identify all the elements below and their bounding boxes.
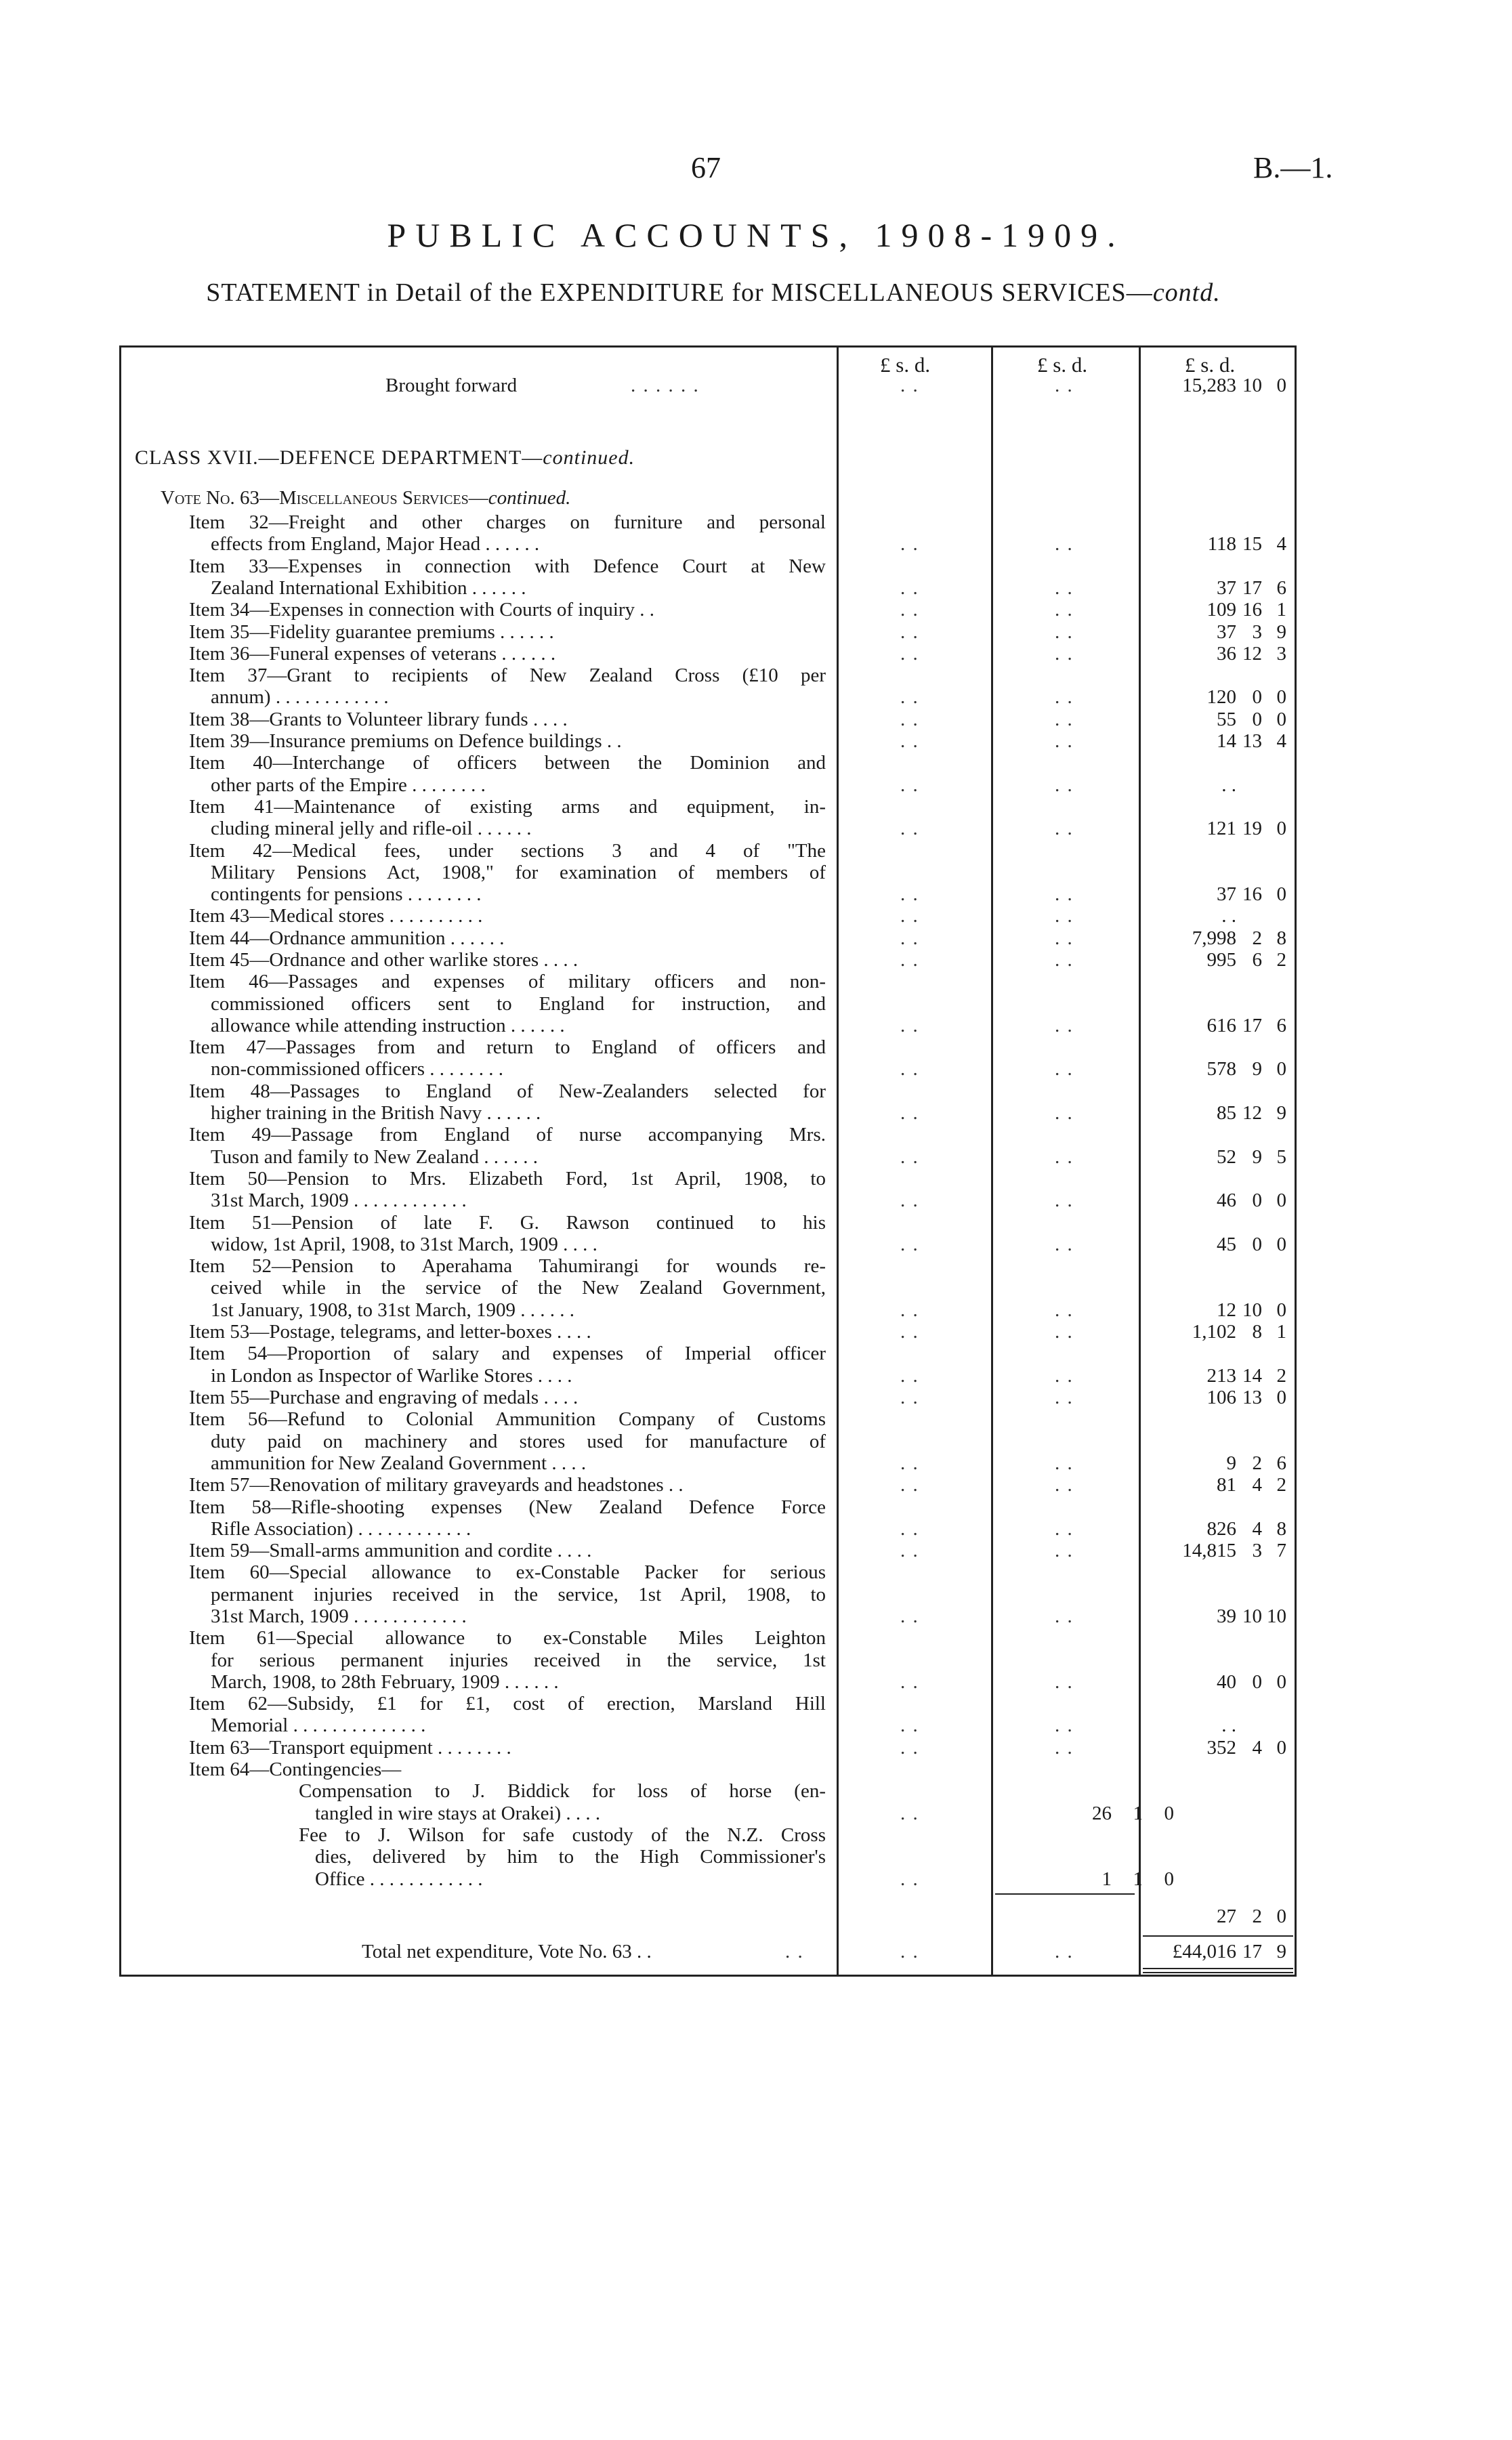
pence-cell: 7 xyxy=(1276,1540,1286,1562)
column-dots: . . xyxy=(900,1540,919,1562)
pounds-cell: 1 xyxy=(1101,1868,1112,1890)
pence-cell: 0 xyxy=(1276,375,1286,396)
pence-cell: 0 xyxy=(1276,1190,1286,1212)
item-text-line: Zealand International Exhibition . . . . . . xyxy=(211,576,526,599)
item-row xyxy=(121,1124,1295,1168)
pounds-cell: . . xyxy=(1221,905,1236,927)
item-text-line: Item 54—Proportion of salary and expenses of Imperial officer xyxy=(189,1343,826,1365)
item-text-line: Item 42—Medical fees, under sections 3 and 4 of "The xyxy=(189,839,826,862)
item-text-line: Item 45—Ordnance and other warlike stores . . . . xyxy=(189,949,579,971)
page-subtitle xyxy=(121,278,1306,308)
item-text-line: Item 44—Ordnance ammunition . . . . . . xyxy=(189,927,505,949)
pounds-cell: 109 xyxy=(1206,599,1236,621)
subtotal-rule xyxy=(995,1893,1135,1895)
shillings-cell: 16 xyxy=(1242,883,1262,906)
pounds-cell: 578 xyxy=(1206,1058,1236,1080)
column-dots: . . xyxy=(1055,774,1074,796)
pence-cell: 0 xyxy=(1276,1906,1286,1927)
shillings-cell: 13 xyxy=(1242,730,1262,752)
pence-cell: 0 xyxy=(1276,708,1286,730)
column-dots: . . xyxy=(900,375,919,396)
column-dots: . . xyxy=(900,774,919,796)
column-dots: . . xyxy=(1055,1670,1074,1693)
pounds-cell: 36 xyxy=(1217,642,1236,665)
item-row xyxy=(121,1036,1295,1080)
shillings-cell: 10 xyxy=(1242,375,1262,396)
column-header-1: £ s. d. xyxy=(880,353,931,377)
shillings-cell: 10 xyxy=(1242,1299,1262,1321)
column-dots: . . xyxy=(900,1941,919,1962)
item-row xyxy=(121,1759,1295,1780)
item-row xyxy=(121,1321,1295,1343)
class-heading-contd: continued. xyxy=(543,446,635,469)
item-row xyxy=(121,643,1295,665)
shillings-cell: 2 xyxy=(1252,1452,1262,1474)
column-dots: . . xyxy=(900,1058,919,1080)
pounds-cell: 27 xyxy=(1217,1906,1236,1927)
shillings-cell: 12 xyxy=(1242,642,1262,665)
item-text-line: non-commissioned officers . . . . . . . . xyxy=(211,1058,503,1080)
item-text-line: duty paid on machinery and stores used for manufacture of xyxy=(211,1430,826,1452)
pence-cell: 6 xyxy=(1276,1452,1286,1474)
shillings-cell: 9 xyxy=(1252,1058,1262,1080)
item-text-line: tangled in wire stays at Orakei) . . . . xyxy=(315,1802,601,1824)
shillings-cell: 4 xyxy=(1252,1474,1262,1496)
column-dots: . . xyxy=(1055,927,1074,949)
pence-cell: 6 xyxy=(1276,576,1286,599)
pence-cell: 0 xyxy=(1276,1736,1286,1759)
column-dots: . . xyxy=(900,883,919,906)
column-dots: . . xyxy=(900,1387,919,1408)
pounds-cell: 826 xyxy=(1206,1517,1236,1540)
item-text-line: Item 59—Small-arms ammunition and cordite . . . . xyxy=(189,1540,592,1562)
item-text-line: in London as Inspector of Warlike Stores . . . . xyxy=(211,1364,572,1387)
item-text-line: higher training in the British Navy . . . . . . xyxy=(211,1102,541,1124)
item-text-line: Item 52—Pension to Aperahama Tahumirangi for wounds re- xyxy=(189,1255,826,1278)
pounds-cell: 40 xyxy=(1217,1670,1236,1693)
item-row xyxy=(121,927,1295,949)
pounds-cell: 616 xyxy=(1206,1014,1236,1036)
column-dots: . . xyxy=(900,1190,919,1212)
item-text-line: Item 61—Special allowance to ex-Constable Miles Leighton xyxy=(189,1627,826,1649)
item-row xyxy=(121,1627,1295,1693)
shillings-cell: 0 xyxy=(1252,708,1262,730)
pounds-cell: 995 xyxy=(1206,949,1236,971)
item-text-line: allowance while attending instruction . . . . . . xyxy=(211,1014,565,1036)
item-text-line: Item 57—Renovation of military graveyards and headstones . . xyxy=(189,1474,684,1496)
shillings-cell: 0 xyxy=(1252,1190,1262,1212)
column-dots: . . xyxy=(1055,1387,1074,1408)
column-dots: . . xyxy=(1055,905,1074,927)
column-dots: . . xyxy=(1055,1540,1074,1562)
pounds-cell: 37 xyxy=(1217,883,1236,906)
item-text-line: 1st January, 1908, to 31st March, 1909 . . . . . . xyxy=(211,1299,574,1321)
pounds-cell: 12 xyxy=(1217,1299,1236,1321)
pence-cell: 0 xyxy=(1276,1058,1286,1080)
item-text-line: Item 63—Transport equipment . . . . . . . . xyxy=(189,1736,511,1759)
total-label: Total net expenditure, Vote No. 63 . . xyxy=(362,1941,652,1962)
pounds-cell: 85 xyxy=(1217,1102,1236,1124)
shillings-cell: 17 xyxy=(1242,1014,1262,1036)
pence-cell: 0 xyxy=(1276,1233,1286,1255)
pounds-cell: 352 xyxy=(1206,1736,1236,1759)
item-text-line: for serious permanent injuries received in the service, 1st xyxy=(211,1649,826,1671)
contingency-row xyxy=(121,1824,1295,1890)
pounds-cell: 45 xyxy=(1217,1233,1236,1255)
column-dots: . . xyxy=(1055,599,1074,621)
class-heading xyxy=(135,446,635,469)
shillings-cell: 1 xyxy=(1133,1802,1143,1824)
shillings-cell: 3 xyxy=(1252,620,1262,643)
item-text-line: permanent injuries received in the service, 1st April, 1908, to xyxy=(211,1583,826,1605)
pounds-cell: 39 xyxy=(1217,1605,1236,1627)
item-text-line: annum) . . . . . . . . . . . . xyxy=(211,686,389,709)
row-leader-dots: . . . . . . xyxy=(631,375,700,396)
pounds-cell: 15,283 xyxy=(1182,375,1236,396)
pounds-cell: 52 xyxy=(1217,1145,1236,1168)
item-text-line: Office . . . . . . . . . . . . xyxy=(315,1868,483,1890)
pence-cell: 2 xyxy=(1276,949,1286,971)
column-dots: . . xyxy=(1055,1605,1074,1627)
column-dots: . . xyxy=(900,905,919,927)
item-text-line: Memorial . . . . . . . . . . . . . . xyxy=(211,1715,426,1737)
pounds-cell: 37 xyxy=(1217,620,1236,643)
item-text-line: Item 53—Postage, telegrams, and letter-boxes . . . . xyxy=(189,1321,591,1343)
pence-cell: 0 xyxy=(1276,1670,1286,1693)
pence-cell: 0 xyxy=(1276,1299,1286,1321)
pounds-cell: 106 xyxy=(1206,1387,1236,1408)
column-dots: . . xyxy=(900,1868,919,1890)
column-dots: . . xyxy=(900,927,919,949)
column-dots: . . xyxy=(1055,1941,1074,1962)
shillings-cell: 4 xyxy=(1252,1517,1262,1540)
item-row xyxy=(121,621,1295,643)
pounds-cell: 37 xyxy=(1217,576,1236,599)
column-dots: . . xyxy=(1055,883,1074,906)
shillings-cell: 17 xyxy=(1242,576,1262,599)
item-row xyxy=(121,1343,1295,1387)
pence-cell: 3 xyxy=(1276,642,1286,665)
pounds-cell: 213 xyxy=(1206,1364,1236,1387)
column-dots: . . xyxy=(900,1802,919,1824)
column-dots: . . xyxy=(900,620,919,643)
document-reference: B.—1. xyxy=(1253,151,1333,184)
shillings-cell: 2 xyxy=(1252,927,1262,949)
item-row xyxy=(121,730,1295,752)
column-dots: . . xyxy=(900,1605,919,1627)
column-dots: . . xyxy=(1055,1452,1074,1474)
pounds-cell: 46 xyxy=(1217,1190,1236,1212)
item-text-line: Item 36—Funeral expenses of veterans . . . . . . xyxy=(189,642,556,665)
item-text-line: Item 50—Pension to Mrs. Elizabeth Ford, 1st April, 1908, to xyxy=(189,1168,826,1190)
shillings-cell: 0 xyxy=(1252,1233,1262,1255)
column-dots: . . xyxy=(1055,818,1074,840)
item-row xyxy=(121,511,1295,555)
item-text-line: Item 48—Passages to England of New-Zealanders selected for xyxy=(189,1080,826,1102)
item-text-line: Item 58—Rifle-shooting expenses (New Zealand Defence Force xyxy=(189,1496,826,1518)
vote-heading-contd: continued. xyxy=(488,487,571,509)
column-dots: . . xyxy=(900,1145,919,1168)
item-row xyxy=(121,599,1295,620)
column-dots: . . xyxy=(900,1299,919,1321)
item-row xyxy=(121,1540,1295,1561)
shillings-cell: 14 xyxy=(1242,1364,1262,1387)
item-text-line: cluding mineral jelly and rifle-oil . . . . . . xyxy=(211,818,532,840)
item-text-line: Item 41—Maintenance of existing arms and equipment, in- xyxy=(189,795,826,818)
item-text-line: widow, 1st April, 1908, to 31st March, 1909 . . . . xyxy=(211,1233,597,1255)
column-dots: . . xyxy=(1055,1474,1074,1496)
pence-cell: 9 xyxy=(1276,1941,1286,1962)
item-text-line: Item 47—Passages from and return to England of officers and xyxy=(189,1036,826,1059)
column-dots: . . xyxy=(1055,1736,1074,1759)
item-row xyxy=(121,665,1295,709)
pence-cell: 0 xyxy=(1276,818,1286,840)
pence-cell: 4 xyxy=(1276,533,1286,555)
pounds-cell: . . xyxy=(1221,1715,1236,1737)
item-text-line: Item 46—Passages and expenses of military officers and non- xyxy=(189,971,826,993)
column-dots: . . xyxy=(1055,620,1074,643)
pence-cell: 0 xyxy=(1164,1802,1174,1824)
column-dots: . . xyxy=(1055,1145,1074,1168)
pounds-cell: 7,998 xyxy=(1192,927,1236,949)
pounds-cell: 121 xyxy=(1206,818,1236,840)
item-row xyxy=(121,1561,1295,1627)
column-dots: . . xyxy=(900,1364,919,1387)
item-text-line: Military Pensions Act, 1908," for examination of members of xyxy=(211,861,826,883)
column-dots: . . xyxy=(1055,686,1074,709)
column-dots: . . xyxy=(1055,576,1074,599)
pounds-cell: 14 xyxy=(1217,730,1236,752)
pence-cell: 9 xyxy=(1276,620,1286,643)
total-rule xyxy=(1143,1935,1293,1937)
column-dots: . . xyxy=(900,642,919,665)
column-dots: . . xyxy=(1055,1190,1074,1212)
pounds-cell: £44,016 xyxy=(1172,1941,1236,1962)
pence-cell: 4 xyxy=(1276,730,1286,752)
pence-cell: 2 xyxy=(1276,1364,1286,1387)
item-text-line: March, 1908, to 28th February, 1909 . . . . . . xyxy=(211,1670,559,1693)
pence-cell: 0 xyxy=(1164,1868,1174,1890)
pounds-cell: 14,815 xyxy=(1182,1540,1236,1562)
column-header-3: £ s. d. xyxy=(1185,353,1236,377)
shillings-cell: 19 xyxy=(1242,818,1262,840)
column-dots: . . xyxy=(900,1452,919,1474)
column-dots: . . xyxy=(1055,1517,1074,1540)
column-dots: . . xyxy=(1055,1058,1074,1080)
item-text-line: commissioned officers sent to England for instruction, and xyxy=(211,992,826,1015)
column-dots: . . xyxy=(1055,730,1074,752)
item-text-line: Item 34—Expenses in connection with Courts of inquiry . . xyxy=(189,599,655,621)
column-dots: . . xyxy=(900,1715,919,1737)
column-dots: . . xyxy=(900,533,919,555)
column-dots: . . xyxy=(900,730,919,752)
expenditure-table xyxy=(119,345,1297,1977)
item-text-line: other parts of the Empire . . . . . . . . xyxy=(211,774,486,796)
item-text-line: Compensation to J. Biddick for loss of horse (en- xyxy=(299,1780,826,1803)
item-text-line: Item 64—Contingencies— xyxy=(189,1759,402,1781)
item-text-line: ceived while in the service of the New Zealand Government, xyxy=(211,1277,826,1299)
column-dots: . . xyxy=(1055,642,1074,665)
pounds-cell: 81 xyxy=(1217,1474,1236,1496)
shillings-cell: 10 xyxy=(1242,1605,1262,1627)
item-text-line: 31st March, 1909 . . . . . . . . . . . . xyxy=(211,1605,467,1627)
item-row xyxy=(121,1387,1295,1408)
item-row xyxy=(121,709,1295,730)
column-dots: . . xyxy=(1055,1299,1074,1321)
shillings-cell: 0 xyxy=(1252,686,1262,709)
shillings-cell: 4 xyxy=(1252,1736,1262,1759)
pounds-cell: . . xyxy=(1221,774,1236,796)
row-leader-dots: . . xyxy=(785,1941,804,1962)
pence-cell: 5 xyxy=(1276,1145,1286,1168)
pounds-cell: 120 xyxy=(1206,686,1236,709)
shillings-cell: 17 xyxy=(1242,1941,1262,1962)
shillings-cell: 6 xyxy=(1252,949,1262,971)
column-dots: . . xyxy=(1055,708,1074,730)
column-dots: . . xyxy=(1055,375,1074,396)
column-dots: . . xyxy=(900,818,919,840)
column-dots: . . xyxy=(1055,1102,1074,1124)
item-text-line: dies, delivered by him to the High Commissioner's xyxy=(315,1846,826,1868)
column-dots: . . xyxy=(900,599,919,621)
pence-cell: 6 xyxy=(1276,1014,1286,1036)
shillings-cell: 9 xyxy=(1252,1145,1262,1168)
shillings-cell: 2 xyxy=(1252,1906,1262,1927)
item-text-line: ammunition for New Zealand Government . . . . xyxy=(211,1452,587,1474)
vote-heading xyxy=(161,487,570,509)
column-dots: . . xyxy=(900,949,919,971)
pounds-cell: 55 xyxy=(1217,708,1236,730)
column-dots: . . xyxy=(900,1736,919,1759)
item-row xyxy=(121,949,1295,971)
item-text-line: Item 49—Passage from England of nurse accompanying Mrs. xyxy=(189,1124,826,1146)
item-text-line: Item 35—Fidelity guarantee premiums . . . . . . xyxy=(189,620,554,643)
shillings-cell: 0 xyxy=(1252,1670,1262,1693)
item-row xyxy=(121,1255,1295,1321)
shillings-cell: 3 xyxy=(1252,1540,1262,1562)
pence-cell: 1 xyxy=(1276,599,1286,621)
double-rule-bottom xyxy=(1143,1972,1293,1973)
item-row xyxy=(121,840,1295,906)
pence-cell: 0 xyxy=(1276,1387,1286,1408)
pence-cell: 9 xyxy=(1276,1102,1286,1124)
shillings-cell: 8 xyxy=(1252,1321,1262,1343)
item-text-line: Item 43—Medical stores . . . . . . . . . . xyxy=(189,905,483,927)
shillings-cell: 13 xyxy=(1242,1387,1262,1408)
shillings-cell: 1 xyxy=(1133,1868,1143,1890)
pence-cell: 8 xyxy=(1276,1517,1286,1540)
column-dots: . . xyxy=(900,1321,919,1343)
brought-forward-label: Brought forward xyxy=(385,375,518,396)
column-header-2: £ s. d. xyxy=(1037,353,1088,377)
item-text-line: Item 55—Purchase and engraving of medals . . . . xyxy=(189,1387,579,1408)
shillings-cell: 15 xyxy=(1242,533,1262,555)
shillings-cell: 12 xyxy=(1242,1102,1262,1124)
item-text-line: Item 37—Grant to recipients of New Zealand Cross (£10 per xyxy=(189,665,826,687)
column-dots: . . xyxy=(1055,949,1074,971)
item-row xyxy=(121,1408,1295,1474)
pounds-cell: 26 xyxy=(1092,1802,1112,1824)
vote-heading-text: Vote No. 63—Miscellaneous Services— xyxy=(161,487,488,509)
column-dots: . . xyxy=(900,1014,919,1036)
double-rule-top xyxy=(1143,1968,1293,1969)
column-dots: . . xyxy=(900,1233,919,1255)
pence-cell: 10 xyxy=(1267,1605,1286,1627)
item-text-line: Fee to J. Wilson for safe custody of the N.Z. Cross xyxy=(299,1824,826,1846)
page-number: 67 xyxy=(691,151,721,184)
item-row xyxy=(121,1737,1295,1759)
item-text-line: effects from England, Major Head . . . . . . xyxy=(211,533,540,555)
column-dots: . . xyxy=(900,708,919,730)
item-text-line: Item 51—Pension of late F. G. Rawson continued to his xyxy=(189,1211,826,1234)
column-dots: . . xyxy=(1055,1233,1074,1255)
item-text-line: Item 38—Grants to Volunteer library funds . . . . xyxy=(189,708,568,730)
item-text-line: Item 62—Subsidy, £1 for £1, cost of erection, Marsland Hill xyxy=(189,1693,826,1715)
item-row xyxy=(121,796,1295,840)
item-text-line: Item 32—Freight and other charges on furniture and personal xyxy=(189,511,826,533)
item-text-line: Item 40—Interchange of officers between the Dominion and xyxy=(189,752,826,774)
column-dots: . . xyxy=(900,1474,919,1496)
column-dots: . . xyxy=(1055,533,1074,555)
pence-cell: 2 xyxy=(1276,1474,1286,1496)
column-dots: . . xyxy=(900,576,919,599)
item-text-line: Rifle Association) . . . . . . . . . . . . xyxy=(211,1517,471,1540)
pence-cell: 0 xyxy=(1276,686,1286,709)
item-row xyxy=(121,1080,1295,1124)
column-dots: . . xyxy=(900,1670,919,1693)
subtitle-main: STATEMENT in Detail of the EXPENDITURE for MISCELLANEOUS SERVICES— xyxy=(206,278,1153,307)
class-heading-text: CLASS XVII.—DEFENCE DEPARTMENT— xyxy=(135,446,543,469)
shillings-cell: 16 xyxy=(1242,599,1262,621)
pence-cell: 0 xyxy=(1276,883,1286,906)
item-text-line: Tuson and family to New Zealand . . . . . . xyxy=(211,1145,539,1168)
contingency-row xyxy=(121,1780,1295,1824)
item-row xyxy=(121,1212,1295,1256)
pence-cell: 8 xyxy=(1276,927,1286,949)
item-row xyxy=(121,905,1295,927)
item-row xyxy=(121,1474,1295,1496)
item-text-line: Item 56—Refund to Colonial Ammunition Company of Customs xyxy=(189,1408,826,1431)
item-row xyxy=(121,1693,1295,1737)
column-dots: . . xyxy=(900,1102,919,1124)
item-row xyxy=(121,971,1295,1036)
pounds-cell: 118 xyxy=(1207,533,1236,555)
item-text-line: contingents for pensions . . . . . . . . xyxy=(211,883,482,906)
item-row xyxy=(121,1496,1295,1540)
item-text-line: Item 33—Expenses in connection with Defence Court at New xyxy=(189,555,826,577)
item-text-line: Item 60—Special allowance to ex-Constable Packer for serious xyxy=(189,1561,826,1584)
item-row xyxy=(121,752,1295,796)
page-title: PUBLIC ACCOUNTS, 1908-1909. xyxy=(387,216,1125,254)
item-row xyxy=(121,555,1295,600)
column-dots: . . xyxy=(900,1517,919,1540)
pence-cell: 1 xyxy=(1276,1321,1286,1343)
column-dots: . . xyxy=(900,686,919,709)
pounds-cell: 9 xyxy=(1226,1452,1236,1474)
item-row xyxy=(121,1168,1295,1212)
column-dots: . . xyxy=(1055,1014,1074,1036)
item-text-line: Item 39—Insurance premiums on Defence buildings . . xyxy=(189,730,622,752)
column-dots: . . xyxy=(1055,1321,1074,1343)
column-dots: . . xyxy=(1055,1364,1074,1387)
item-text-line: 31st March, 1909 . . . . . . . . . . . . xyxy=(211,1190,467,1212)
column-dots: . . xyxy=(1055,1715,1074,1737)
pounds-cell: 1,102 xyxy=(1192,1321,1236,1343)
subtitle-contd: contd. xyxy=(1152,278,1221,307)
